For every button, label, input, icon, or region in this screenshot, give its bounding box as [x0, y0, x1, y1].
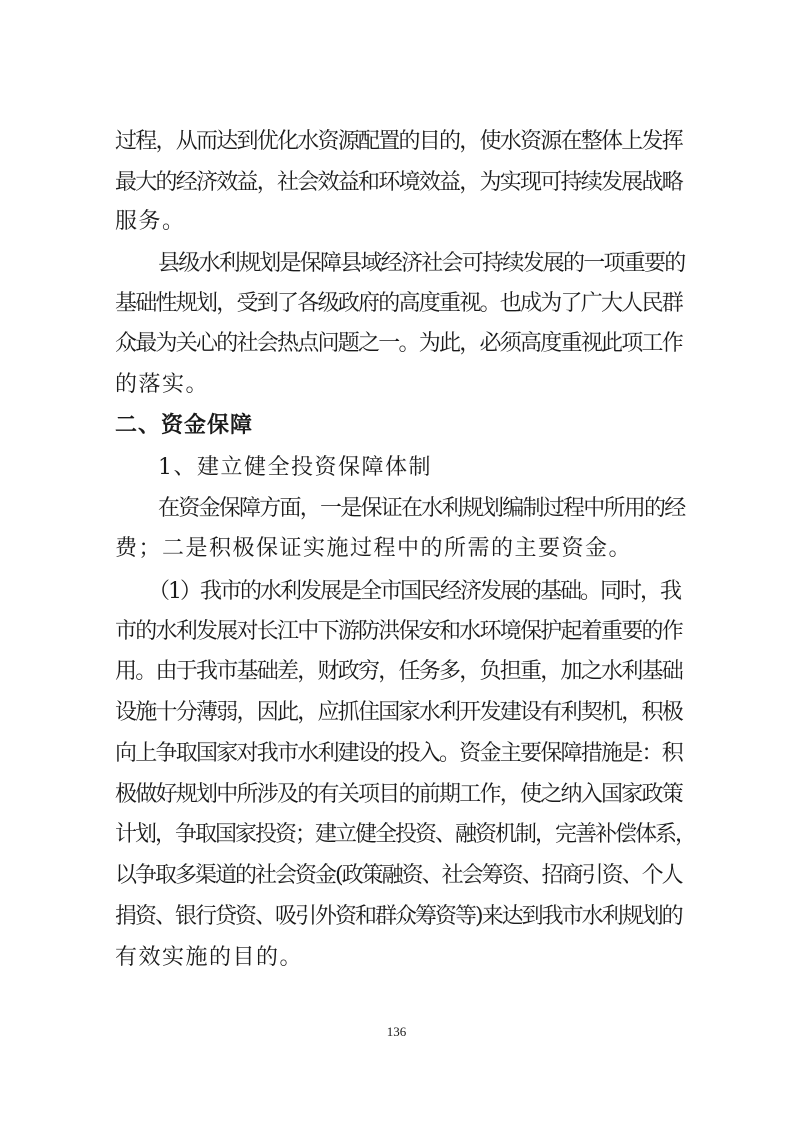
paragraph-4-line-9: 捐资、银行贷资、吸引外资和群众筹资等)来达到我市水利规划的 [115, 904, 682, 929]
paragraph-2-line-2: 基础性规划，受到了各级政府的高度重视。也成为了广大人民群 [115, 291, 683, 316]
paragraph-4-line-8: 以争取多渠道的社会资金(政策融资、社会筹资、招商引资、个人 [115, 863, 682, 888]
subheading: 1、建立健全投资保障体制 [158, 455, 432, 480]
paragraph-2-line-1: 县级水利规划是保障县域经济社会可持续发展的一项重要的 [158, 251, 685, 276]
paragraph-4-line-1: （1）我市的水利发展是全市国民经济发展的基础。同时，我 [148, 579, 680, 604]
paragraph-4-line-3: 用。由于我市基础差，财政穷，任务多，负担重，加之水利基础 [115, 659, 683, 684]
paragraph-4-line-6: 极做好规划中所涉及的有关项目的前期工作，使之纳入国家政策 [115, 782, 683, 807]
paragraph-3-line-1: 在资金保障方面，一是保证在水利规划编制过程中所用的经 [158, 496, 685, 521]
page-number: 136 [386, 1024, 407, 1039]
paragraph-4-line-10: 有效实施的目的。 [115, 945, 304, 970]
paragraph-4-line-2: 市的水利发展对长江中下游防洪保安和水环境保护起着重要的作 [115, 619, 683, 644]
paragraph-2-line-3: 众最为关心的社会热点问题之一。为此，必须高度重视此项工作 [115, 331, 683, 356]
paragraph-3-line-2: 费；二是积极保证实施过程中的所需的主要资金。 [115, 536, 633, 561]
paragraph-2-line-4: 的落实。 [115, 372, 210, 397]
paragraph-1-line-1: 过程，从而达到优化水资源配置的目的，使水资源在整体上发挥 [115, 129, 683, 154]
paragraph-4-line-7: 计划，争取国家投资；建立健全投资、融资机制，完善补偿体系， [115, 822, 696, 847]
section-heading: 二、资金保障 [115, 413, 254, 438]
paragraph-1-line-2: 最大的经济效益，社会效益和环境效益，为实现可持续发展战略 [115, 170, 683, 195]
paragraph-4-line-4: 设施十分薄弱，因此，应抓住国家水利开发建设有利契机，积极 [115, 700, 683, 725]
paragraph-4-line-5: 向上争取国家对我市水利建设的投入。资金主要保障措施是：积 [115, 741, 683, 766]
paragraph-1-line-3: 服务。 [115, 209, 186, 234]
